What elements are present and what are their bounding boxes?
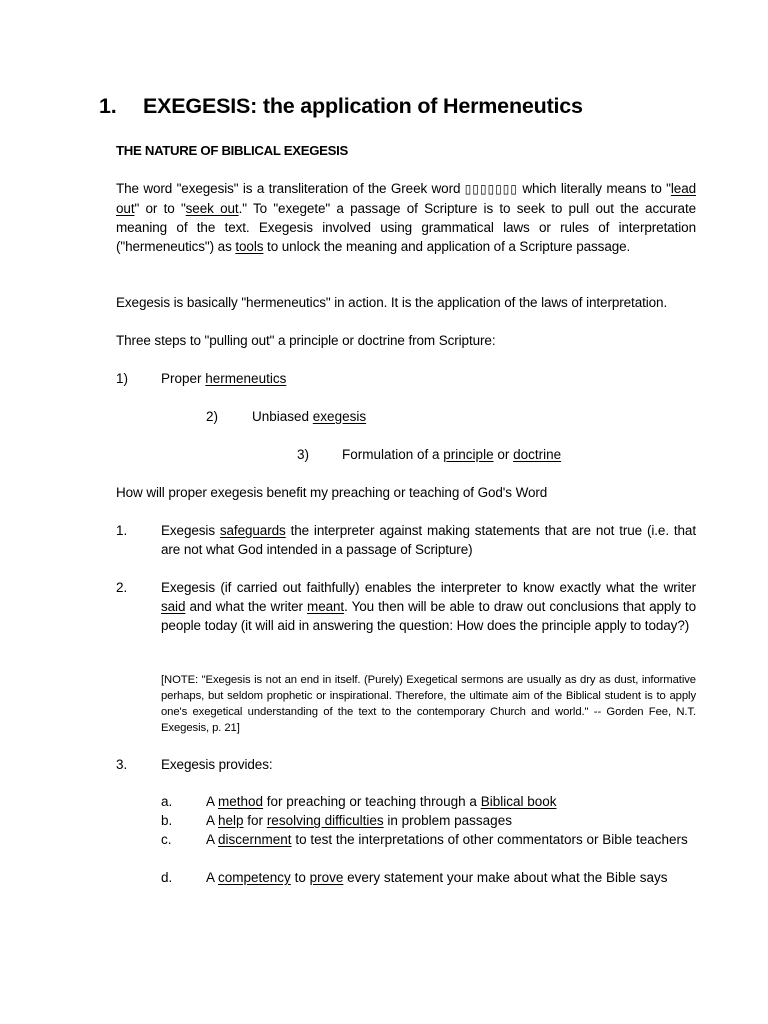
underlined-seek-out: seek out	[185, 201, 239, 216]
underlined-method: method	[218, 794, 264, 809]
item-text	[206, 868, 696, 887]
step-label: Proper	[161, 371, 206, 386]
underlined-principle: principle	[443, 447, 494, 462]
intro-paragraph	[116, 179, 696, 256]
step-text	[342, 445, 561, 464]
benefit-text-part: Exegesis (if carried out faithfully) enables the interpreter to know exactly what the writer	[161, 580, 696, 595]
underlined-doctrine: doctrine	[513, 447, 562, 462]
provides-item-a	[161, 792, 696, 811]
benefit-text-part: the interpreter against making statements that are not true (i.e. that are not what God intended in a passage of Scripture)	[161, 523, 696, 557]
benefit-text	[161, 521, 696, 559]
note-quote: [NOTE: "Exegesis is not an end in itself. (Purely) Exegetical sermons are usually as dry as dust, informative perhaps, but seldom prophetic or inspirational. Therefore, the ultimate aim of the Biblical student is to apply one's exegetical understanding of the text to the contemporary Church and world." -- Gorden Fee, N.T. Exegesis, p. 21]	[161, 674, 696, 734]
underlined-biblical-book: Biblical book	[480, 794, 557, 809]
item-text-part: A	[206, 832, 219, 847]
heading-text: EXEGESIS: the application of Hermeneutics	[143, 94, 583, 118]
item-text-part: A	[206, 870, 219, 885]
item-text-part: to	[290, 870, 310, 885]
benefit-3	[116, 755, 696, 774]
item-text-part: for preaching or teaching through a	[263, 794, 481, 809]
underlined-meant: meant	[307, 599, 345, 614]
item-text-part: to test the interpretations of other commentators or Bible teachers	[291, 832, 688, 847]
provides-item-d	[161, 868, 696, 887]
benefit-2	[116, 578, 696, 635]
underlined-competency: competency	[218, 870, 291, 885]
underlined-hermeneutics: hermeneutics	[205, 371, 287, 386]
step-text	[161, 369, 286, 388]
step-number: 2)	[206, 409, 219, 424]
step-number: 3)	[297, 447, 310, 462]
item-text-part: every statement your make about what the Bible says	[343, 870, 668, 885]
item-text	[206, 811, 696, 830]
intro-text: The word "exegesis" is a transliteration of the Greek word	[116, 181, 465, 196]
provides-item-b	[161, 811, 696, 830]
item-text-part: for	[243, 813, 267, 828]
benefit-number: 1.	[116, 523, 128, 538]
benefit-text-part: Exegesis	[161, 523, 220, 538]
underlined-help: help	[218, 813, 244, 828]
step-label: Unbiased	[252, 409, 313, 424]
underlined-exegesis: exegesis	[312, 409, 367, 424]
heading-number: 1.	[99, 94, 117, 118]
benefit-1	[116, 521, 696, 559]
benefit-text-part: . You then will be able to draw out conclusions that apply to people today (it will aid in answering the question: How does the principle apply to today?)	[161, 599, 696, 633]
benefit-question: How will proper exegesis benefit my preaching or teaching of God's Word	[116, 485, 548, 500]
underlined-tools: tools	[235, 239, 264, 254]
item-text-part: A	[206, 813, 219, 828]
item-text	[206, 792, 696, 811]
underlined-prove: prove	[309, 870, 344, 885]
hermeneutics-in-action-paragraph: Exegesis is basically "hermeneutics" in action. It is the application of the laws of interpretation.	[116, 295, 668, 310]
item-letter: a.	[161, 794, 173, 809]
intro-text: to unlock the meaning and application of a Scripture passage.	[263, 239, 631, 254]
benefit-text	[161, 578, 696, 635]
underlined-safeguards: safeguards	[219, 523, 286, 538]
benefit-number: 3.	[116, 757, 128, 772]
item-text-part: A	[206, 794, 219, 809]
section-heading: THE NATURE OF BIBLICAL EXEGESIS	[116, 143, 349, 158]
underlined-said: said	[161, 599, 186, 614]
benefit-text-part: and what the writer	[185, 599, 308, 614]
step-text	[252, 407, 366, 426]
item-text	[206, 830, 696, 849]
item-letter: b.	[161, 813, 173, 828]
underlined-discernment: discernment	[218, 832, 292, 847]
three-steps-intro: Three steps to "pulling out" a principle or doctrine from Scripture:	[116, 333, 496, 348]
benefit-text: Exegesis provides:	[161, 757, 273, 772]
intro-text: ." To "exegete" a passage of Scripture is to seek to pull out the accurate meaning of the text. Exegesis involved using grammatical laws or rules of interpretation ("hermeneutics") as	[116, 201, 697, 254]
underlined-resolving-difficulties: resolving difficulties	[266, 813, 384, 828]
item-letter: d.	[161, 870, 173, 885]
item-letter: c.	[161, 832, 172, 847]
step-label: Formulation of a	[342, 447, 444, 462]
greek-word: ▯▯▯▯▯▯▯	[464, 182, 519, 196]
provides-item-c	[161, 830, 696, 849]
item-text-part: in problem passages	[383, 813, 512, 828]
step-connector: or	[493, 447, 514, 462]
intro-text: " or to "	[134, 201, 186, 216]
intro-text: which literally means to "	[518, 181, 671, 196]
benefit-number: 2.	[116, 580, 128, 595]
page-title	[99, 94, 583, 119]
step-number: 1)	[116, 371, 129, 386]
underlined-lead-out: lead out	[116, 181, 697, 216]
